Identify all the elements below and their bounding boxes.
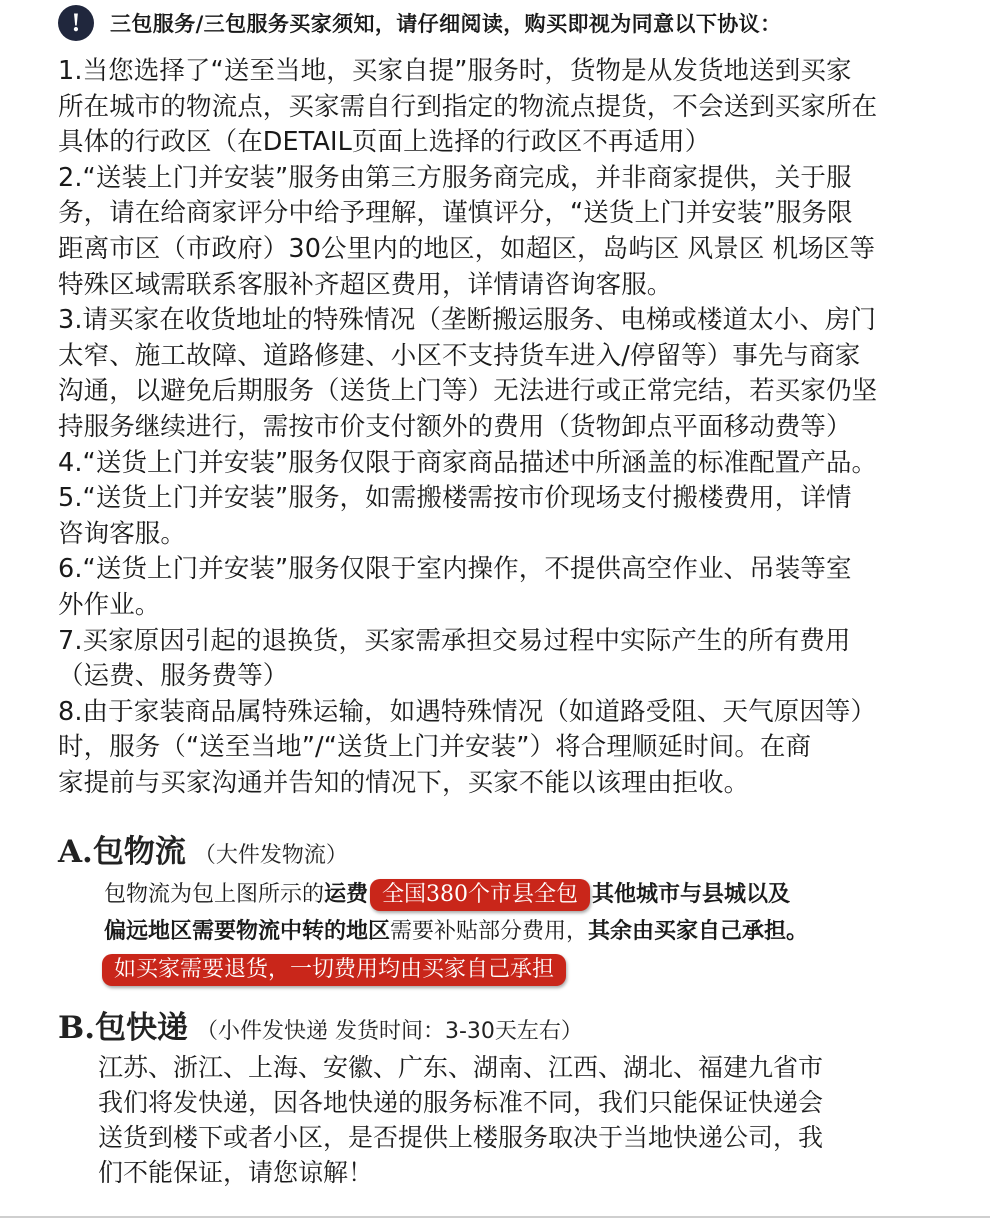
section-a-title: A.包物流	[58, 834, 186, 870]
section-logistics	[58, 826, 958, 988]
terms-line: 3.请买家在收货地址的特殊情况（垄断搬运服务、电梯或楼道太小、房门	[58, 305, 877, 336]
terms-line: 距离市区（市政府）30公里内的地区，如超区，岛屿区 风景区 机场区等	[58, 233, 876, 264]
section-a-line-3	[104, 950, 958, 988]
terms-line: 沟通，以避免后期服务（送货上门等）无法进行或正常完结，若买家仍坚	[58, 376, 878, 407]
terms-line: 6.“送货上门并安装”服务仅限于室内操作，不提供高空作业、吊装等室	[58, 554, 852, 585]
terms-list	[58, 54, 963, 801]
return-cost-badge: 如买家需要退货，一切费用均由买家自己承担	[102, 954, 566, 986]
terms-line: 5.“送货上门并安装”服务，如需搬楼需按市价现场支付搬楼费用，详情	[58, 483, 852, 514]
terms-line: 咨询客服。	[58, 518, 187, 549]
notice-header	[58, 6, 781, 40]
terms-line: 所在城市的物流点，买家需自行到指定的物流点提货，不会送到买家所在	[58, 91, 878, 122]
section-b-title: B.包快递	[58, 1010, 188, 1046]
a-line1-suffix: 其他城市与县城以及	[592, 881, 791, 907]
section-b-line: 我们将发快递，因各地快递的服务标准不同，我们只能保证快递会	[98, 1088, 824, 1117]
section-b-body	[98, 1050, 958, 1190]
exclamation-icon: !	[58, 5, 94, 41]
section-b-subtitle: （小件发快递 发货时间：3-30天左右）	[196, 1019, 583, 1044]
a-line2-end: 其余由买家自己承担。	[588, 918, 809, 944]
terms-line: 1.当您选择了“送至当地，买家自提”服务时，货物是从发货地送到买家	[58, 56, 852, 86]
terms-line: 4.“送货上门并安装”服务仅限于商家商品描述中所涵盖的标准配置产品。	[58, 447, 878, 478]
section-b-line: 们不能保证，请您谅解！	[98, 1158, 374, 1187]
terms-line: 2.“送装上门并安装”服务由第三方服务商完成，并非商家提供，关于服	[58, 162, 852, 193]
terms-line: 家提前与买家沟通并告知的情况下，买家不能以该理由拒收。	[58, 767, 750, 798]
a-line1-prefix: 包物流为包上图所示的	[104, 882, 325, 907]
section-a-body	[104, 876, 958, 988]
terms-line: 具体的行政区（在DETAIL页面上选择的行政区不再适用）	[58, 127, 711, 158]
terms-line: 务，请在给商家评分中给予理解，谨慎评分，“送货上门并安装”服务限	[58, 198, 853, 229]
section-a-subtitle: （大件发物流）	[193, 843, 348, 868]
terms-line: 外作业。	[58, 589, 161, 620]
notice-title: 三包服务/三包服务买家须知，请仔细阅读，购买即视为同意以下协议：	[110, 11, 782, 36]
terms-line: （运费、服务费等）	[58, 661, 289, 692]
section-a-line-2	[104, 913, 958, 950]
a-line2-mid: 需要补贴部分费用，	[390, 919, 589, 944]
section-a-heading	[58, 826, 958, 870]
section-express	[58, 1002, 958, 1190]
section-b-line: 江苏、浙江、上海、安徽、广东、湖南、江西、湖北、福建九省市	[98, 1053, 824, 1082]
a-line1-bold: 运费	[324, 881, 369, 907]
section-b-heading	[58, 1002, 958, 1046]
terms-line: 8.由于家装商品属特殊运输，如遇特殊情况（如道路受阻、天气原因等）	[58, 696, 877, 727]
a-line2-bold: 偏远地区需要物流中转的地区	[104, 918, 391, 944]
terms-line: 7.买家原因引起的退换货，买家需承担交易过程中实际产生的所有费用	[58, 625, 851, 656]
coverage-highlight-badge: 全国380个市县全包	[370, 879, 590, 911]
section-b-line: 送货到楼下或者小区，是否提供上楼服务取决于当地快递公司，我	[98, 1123, 824, 1152]
terms-line: 持服务继续进行，需按市价支付额外的费用（货物卸点平面移动费等）	[58, 411, 852, 442]
terms-line: 特殊区域需联系客服补齐超区费用，详情请咨询客服。	[58, 269, 673, 300]
section-a-line-1	[104, 876, 958, 913]
terms-line: 太窄、施工故障、道路修建、小区不支持货车进入/停留等）事先与商家	[58, 340, 861, 371]
terms-line: 时，服务（“送至当地”/“送货上门并安装”）将合理顺延时间。在商	[58, 732, 812, 763]
